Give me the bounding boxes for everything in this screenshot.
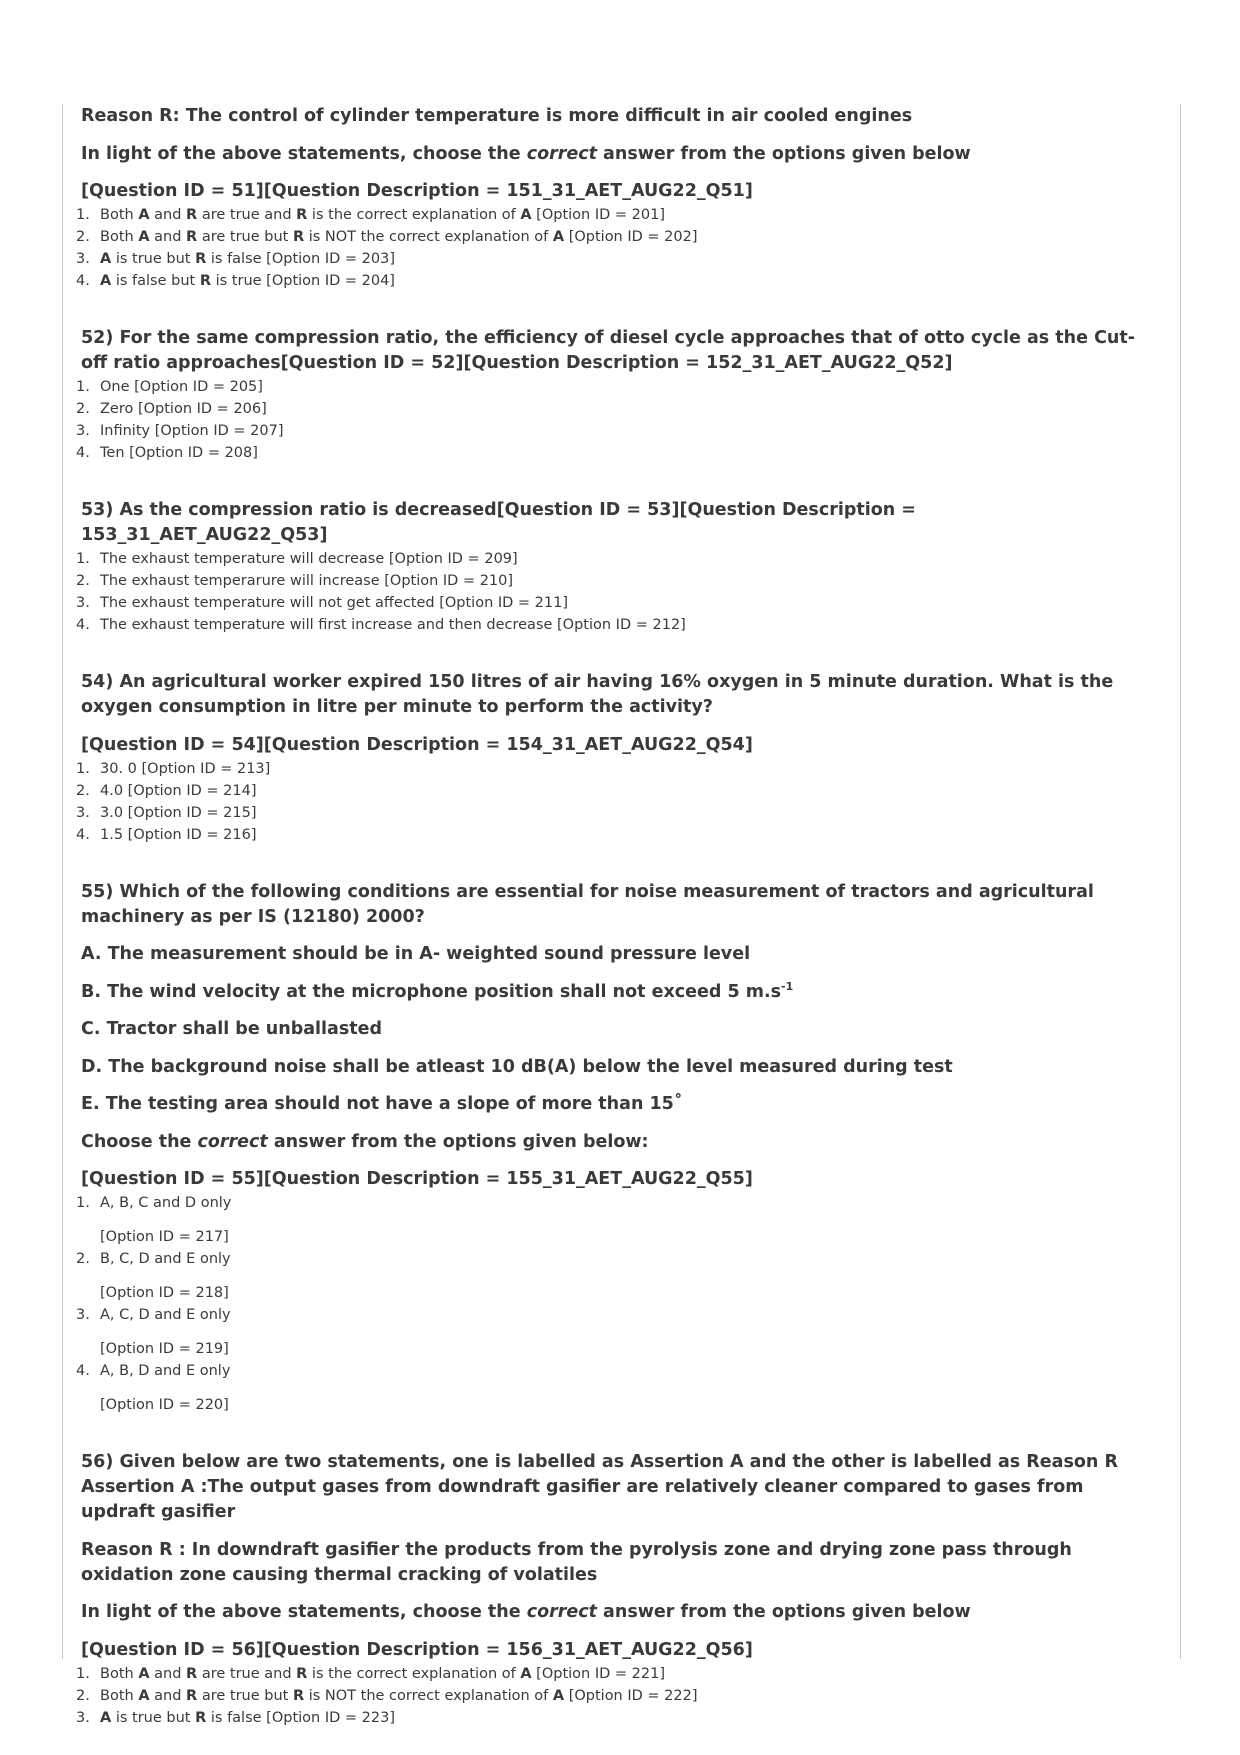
q52-option-3[interactable]: 3. Infinity [Option ID = 207] [76,423,284,439]
q53-options [76,548,1146,636]
q56-question: 56) Given below are two statements, one is labelled as Assertion A and the other is labelled as Reason R Assertion A :The output gases from downdraft gasifier are relatively cleaner compared to gases from updraft gasifier [81,1452,1118,1522]
q52-question: 52) For the same compression ratio, the efficiency of diesel cycle approaches that of otto cycle as the Cut-off ratio approaches[Question ID = 52][Question Description = 152_31_AET_AUG22_Q52] [81,328,1135,373]
q55-options [76,1192,1146,1416]
q51-reason: Reason R: The control of cylinder temperature is more difficult in air cooled engines [81,106,913,126]
q55-statement-e: E. The testing area should not have a slope of more than 15˚ [81,1094,683,1114]
q54-option-4[interactable]: 4. 1.5 [Option ID = 216] [76,826,257,843]
q53-option-3[interactable]: 3. The exhaust temperature will not get affected [Option ID = 211] [76,595,569,611]
right-margin-rule [1180,104,1181,1659]
q53-question: 53) As the compression ratio is decreased[Question ID = 53][Question Description = 153_31_AET_AUG22_Q53] [81,500,916,545]
q56-option-2[interactable]: 2. Both A and R are true but R is NOT the correct explanation of A [Option ID = 222] [76,1687,698,1704]
q56-option-1[interactable]: 1. Both A and R are true and R is the correct explanation of A [Option ID = 221] [76,1665,665,1682]
q51-instruction: In light of the above statements, choose the correct answer from the options given below [81,143,971,164]
q52-option-1[interactable]: 1. One [Option ID = 205] [76,379,263,395]
q52-options [76,376,1146,464]
q56-option-3[interactable]: 3. A is true but R is false [Option ID = 223] [76,1709,395,1726]
q51-option-2[interactable]: 2. Both A and R are true but R is NOT the correct explanation of A [Option ID = 202] [76,229,698,245]
q55-option-1[interactable]: 1. A, B, C and D only [Option ID = 217] [76,1195,232,1245]
q53-option-1[interactable]: 1. The exhaust temperature will decrease [Option ID = 209] [76,551,518,567]
q55-statement-c: C. Tractor shall be unballasted [81,1019,383,1039]
q51-question-id: [Question ID = 51][Question Description = 151_31_AET_AUG22_Q51] [81,181,753,201]
left-margin-rule [62,104,63,1659]
q56-question-id: [Question ID = 56][Question Description = 156_31_AET_AUG22_Q56] [81,1639,753,1660]
q54-question-id: [Question ID = 54][Question Description = 154_31_AET_AUG22_Q54] [81,734,753,755]
q53-option-4[interactable]: 4. The exhaust temperature will first increase and then decrease [Option ID = 212] [76,617,686,633]
q55-question-id: [Question ID = 55][Question Description = 155_31_AET_AUG22_Q55] [81,1169,753,1189]
q56-reason: Reason R : In downdraft gasifier the products from the pyrolysis zone and drying zone pass through oxidation zone causing thermal cracking of volatiles [81,1539,1072,1585]
q51-option-1[interactable]: 1. Both A and R are true and R is the correct explanation of A [Option ID = 201] [76,207,665,223]
q55-instruction: Choose the correct answer from the options given below: [81,1131,649,1152]
q51-option-4[interactable]: 4. A is false but R is true [Option ID = 204] [76,273,395,289]
q54-option-3[interactable]: 3. 3.0 [Option ID = 215] [76,804,257,821]
question-paper-page [76,104,1146,1729]
q55-statement-d: D. The background noise shall be atleast 10 dB(A) below the level measured during test [81,1056,953,1077]
q54-options [76,758,1146,846]
q54-option-1[interactable]: 1. 30. 0 [Option ID = 213] [76,760,271,777]
q55-option-3[interactable]: 3. A, C, D and E only [Option ID = 219] [76,1307,231,1357]
q55-statement-a: A. The measurement should be in A- weighted sound pressure level [81,944,751,964]
q56-options [76,1663,1146,1729]
q54-question: 54) An agricultural worker expired 150 litres of air having 16% oxygen in 5 minute duration. What is the oxygen consumption in litre per minute to perform the activity? [81,672,1114,717]
q56-instruction: In light of the above statements, choose the correct answer from the options given below [81,1602,971,1622]
q52-option-4[interactable]: 4. Ten [Option ID = 208] [76,445,258,461]
q55-option-4[interactable]: 4. A, B, D and E only [Option ID = 220] [76,1363,231,1413]
q55-option-2[interactable]: 2. B, C, D and E only [Option ID = 218] [76,1251,231,1301]
q55-question: 55) Which of the following conditions are essential for noise measurement of tractors and agricultural machinery as per IS (12180) 2000? [81,881,1094,927]
q54-option-2[interactable]: 2. 4.0 [Option ID = 214] [76,782,257,799]
q55-statement-b: B. The wind velocity at the microphone position shall not exceed 5 $m.s^{-1}$ [81,979,794,1002]
q53-option-2[interactable]: 2. The exhaust temperarure will increase [Option ID = 210] [76,573,514,589]
q52-option-2[interactable]: 2. Zero [Option ID = 206] [76,401,267,417]
q51-options [76,204,1146,292]
q51-option-3[interactable]: 3. A is true but R is false [Option ID = 203] [76,251,395,267]
